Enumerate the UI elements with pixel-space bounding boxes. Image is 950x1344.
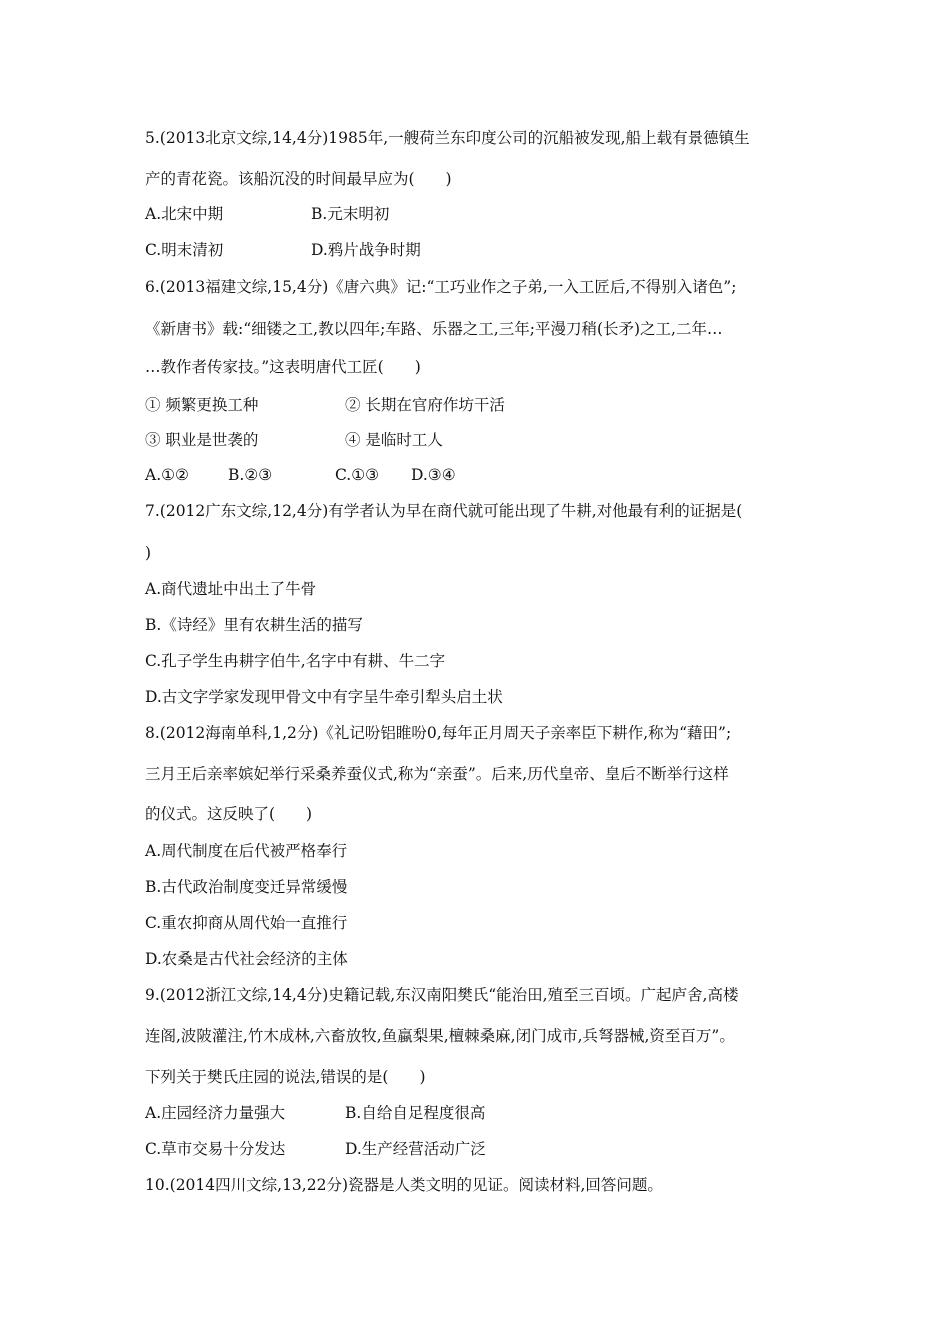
q6-option-d: D.③④ bbox=[411, 466, 456, 484]
q8-option-d: D.农桑是古代社会经济的主体 bbox=[145, 950, 348, 968]
q9-stem-line1: 9.(2012浙江文综,14,4分)史籍记载,东汉南阳樊氏“能治田,殖至三百顷。广起庐舍,高楼 bbox=[145, 986, 739, 1004]
q6-item-1: ① 频繁更换工种 bbox=[145, 396, 259, 414]
q6-stem-line2: 《新唐书》载:“细镂之工,教以四年;车路、乐器之工,三年;平漫刀稍(长矛)之工,二年… bbox=[145, 320, 723, 338]
q9-option-d: D.生产经营活动广泛 bbox=[345, 1140, 486, 1158]
q9-stem-line3: 下列关于樊氏庄园的说法,错误的是( ) bbox=[145, 1068, 426, 1086]
q8-stem-line2: 三月王后亲率嫔妃举行采桑养蚕仪式,称为“亲蚕”。后来,历代皇帝、皇后不断举行这样 bbox=[145, 765, 729, 783]
q7-option-d: D.古文字学家发现甲骨文中有字呈牛牵引犁头启土状 bbox=[145, 688, 503, 706]
q8-option-c: C.重农抑商从周代始一直推行 bbox=[145, 914, 348, 932]
q8-option-a: A.周代制度在后代被严格奉行 bbox=[145, 842, 348, 860]
q9-option-a: A.庄园经济力量强大 bbox=[145, 1104, 286, 1122]
q7-stem-line1: 7.(2012广东文综,12,4分)有学者认为早在商代就可能出现了牛耕,对他最有利的证据是( bbox=[145, 502, 743, 520]
q6-stem-line1: 6.(2013福建文综,15,4分)《唐六典》记:“工巧业作之子弟,一入工匠后,不得别入诸色”; bbox=[145, 278, 737, 296]
q5-option-d: D.鸦片战争时期 bbox=[311, 241, 421, 259]
q8-stem-line1: 8.(2012海南单科,1,2分)《礼记吩铝睢吩0,每年正月周天子亲率臣下耕作,称为“藉田”; bbox=[145, 724, 732, 742]
q5-stem-line2: 产的青花瓷。该船沉没的时间最早应为( ) bbox=[145, 170, 452, 188]
q6-item-2: ② 长期在官府作坊干活 bbox=[345, 396, 505, 414]
q6-stem-line3: …教作者传家技。”这表明唐代工匠( ) bbox=[145, 358, 421, 376]
q6-option-a: A.①② bbox=[145, 466, 189, 484]
q9-stem-line2: 连阁,波陂灌注,竹木成林,六畜放牧,鱼蠃梨果,檀棘桑麻,闭门成市,兵弩器械,资至百万”。 bbox=[145, 1027, 735, 1045]
q9-option-b: B.自给自足程度很高 bbox=[345, 1104, 486, 1122]
q6-option-c: C.①③ bbox=[335, 466, 380, 484]
q8-option-b: B.古代政治制度变迁异常缓慢 bbox=[145, 878, 348, 896]
q7-option-a: A.商代遗址中出土了牛骨 bbox=[145, 580, 317, 598]
q5-option-b: B.元末明初 bbox=[311, 205, 390, 223]
q5-option-a: A.北宋中期 bbox=[145, 205, 224, 223]
q10-stem-line1: 10.(2014四川文综,13,22分)瓷器是人类文明的见证。阅读材料,回答问题。 bbox=[145, 1176, 663, 1194]
q7-option-b: B.《诗经》里有农耕生活的描写 bbox=[145, 616, 363, 634]
q5-stem-line1: 5.(2013北京文综,14,4分)1985年,一艘荷兰东印度公司的沉船被发现,船上载有景德镇生 bbox=[145, 129, 750, 147]
q8-stem-line3: 的仪式。这反映了( ) bbox=[145, 805, 313, 823]
q6-option-b: B.②③ bbox=[228, 466, 273, 484]
q5-option-c: C.明末清初 bbox=[145, 241, 224, 259]
q9-option-c: C.草市交易十分发达 bbox=[145, 1140, 286, 1158]
q7-stem-line2: ) bbox=[145, 544, 152, 562]
q6-item-3: ③ 职业是世袭的 bbox=[145, 431, 259, 449]
q7-option-c: C.孔子学生冉耕字伯牛,名字中有耕、牛二字 bbox=[145, 652, 446, 670]
q6-item-4: ④ 是临时工人 bbox=[345, 431, 443, 449]
